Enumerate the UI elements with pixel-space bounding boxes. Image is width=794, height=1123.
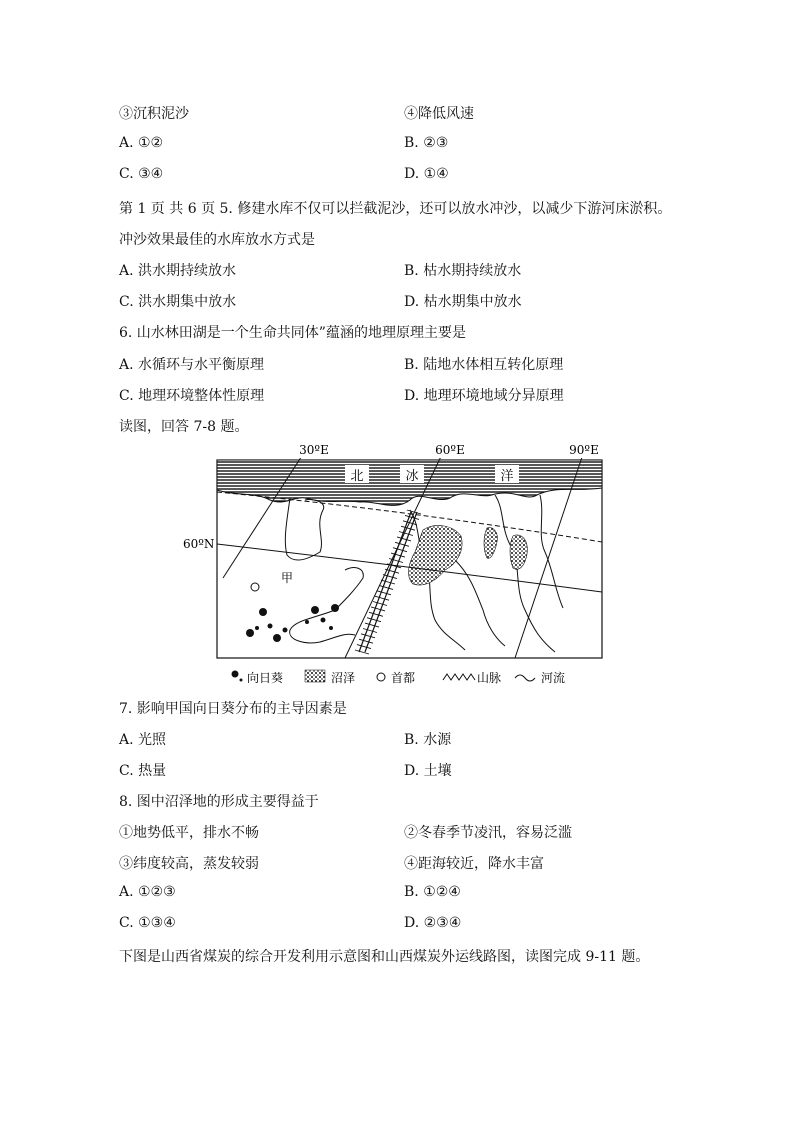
ocean-char-3: 洋 [500, 469, 514, 484]
q7-option-a: A. 光照 [119, 732, 167, 748]
q5-option-c: C. 洪水期集中放水 [119, 294, 237, 310]
label-30e: 30ºE [299, 443, 329, 457]
q8-item-2: ②冬春季节凌汛，容易泛滥 [404, 825, 572, 841]
q8-item-1: ①地势低平，排水不畅 [119, 825, 259, 841]
label-60e: 60ºE [435, 443, 465, 457]
q8-option-c: C. ①③④ [119, 915, 176, 931]
legend-swamp: 沼泽 [331, 671, 356, 685]
intro-7-8: 读图，回答 7-8 题。 [119, 419, 249, 435]
legend-sunflower: 向日葵 [247, 671, 284, 685]
q6-option-a: A. 水循环与水平衡原理 [119, 357, 265, 373]
q4-option-b: B. ②③ [404, 135, 449, 151]
ocean-char-1: 北 [350, 469, 364, 484]
label-60n: 60ºN [183, 537, 215, 551]
q8-option-b: B. ①②④ [404, 884, 461, 900]
q8-item-3: ③纬度较高，蒸发较弱 [119, 856, 259, 872]
q5-option-d: D. 枯水期集中放水 [404, 294, 522, 310]
q7-stem: 7. 影响甲国向日葵分布的主导因素是 [119, 701, 347, 717]
q5-stem-line2: 冲沙效果最佳的水库放水方式是 [119, 232, 315, 248]
map-legend [232, 670, 566, 685]
q6-option-c: C. 地理环境整体性原理 [119, 388, 265, 404]
q7-option-d: D. 土壤 [404, 763, 452, 779]
q5-option-b: B. 枯水期持续放水 [404, 263, 522, 279]
legend-river: 河流 [541, 671, 566, 685]
q6-stem: 6. 山水林田湖是一个生命共同体”蕴涵的地理原理主要是 [119, 325, 466, 341]
q8-item-4: ④距海较近，降水丰富 [404, 856, 544, 872]
intro-9-11: 下图是山西省煤炭的综合开发利用示意图和山西煤炭外运线路图，读图完成 9-11 题。 [119, 949, 650, 965]
q7-option-b: B. 水源 [404, 732, 452, 748]
q5-option-a: A. 洪水期持续放水 [119, 263, 237, 279]
geography-map [183, 440, 615, 690]
q4-item-4: ④降低风速 [404, 106, 474, 122]
legend-capital: 首都 [391, 671, 416, 685]
q4-option-d: D. ①④ [404, 166, 449, 182]
label-90e: 90ºE [569, 443, 599, 457]
q6-option-b: B. 陆地水体相互转化原理 [404, 357, 564, 373]
q4-option-a: A. ①② [119, 135, 164, 151]
legend-mountain: 山脉 [477, 671, 502, 685]
q5-stem-line1: 第 1 页 共 6 页 5. 修建水库不仅可以拦截泥沙，还可以放水冲沙，以减少下游河床淤积。 [119, 201, 672, 217]
capital-marker [251, 583, 259, 591]
q4-item-3: ③沉积泥沙 [119, 106, 189, 122]
country-label-jia: 甲 [280, 571, 294, 585]
q8-option-a: A. ①②③ [119, 884, 176, 900]
q7-option-c: C. 热量 [119, 763, 167, 779]
q8-option-d: D. ②③④ [404, 915, 462, 931]
q8-stem: 8. 图中沼泽地的形成主要得益于 [119, 794, 319, 810]
q4-option-c: C. ③④ [119, 166, 164, 182]
ocean-char-2: 冰 [405, 469, 419, 484]
q6-option-d: D. 地理环境地域分异原理 [404, 388, 564, 404]
